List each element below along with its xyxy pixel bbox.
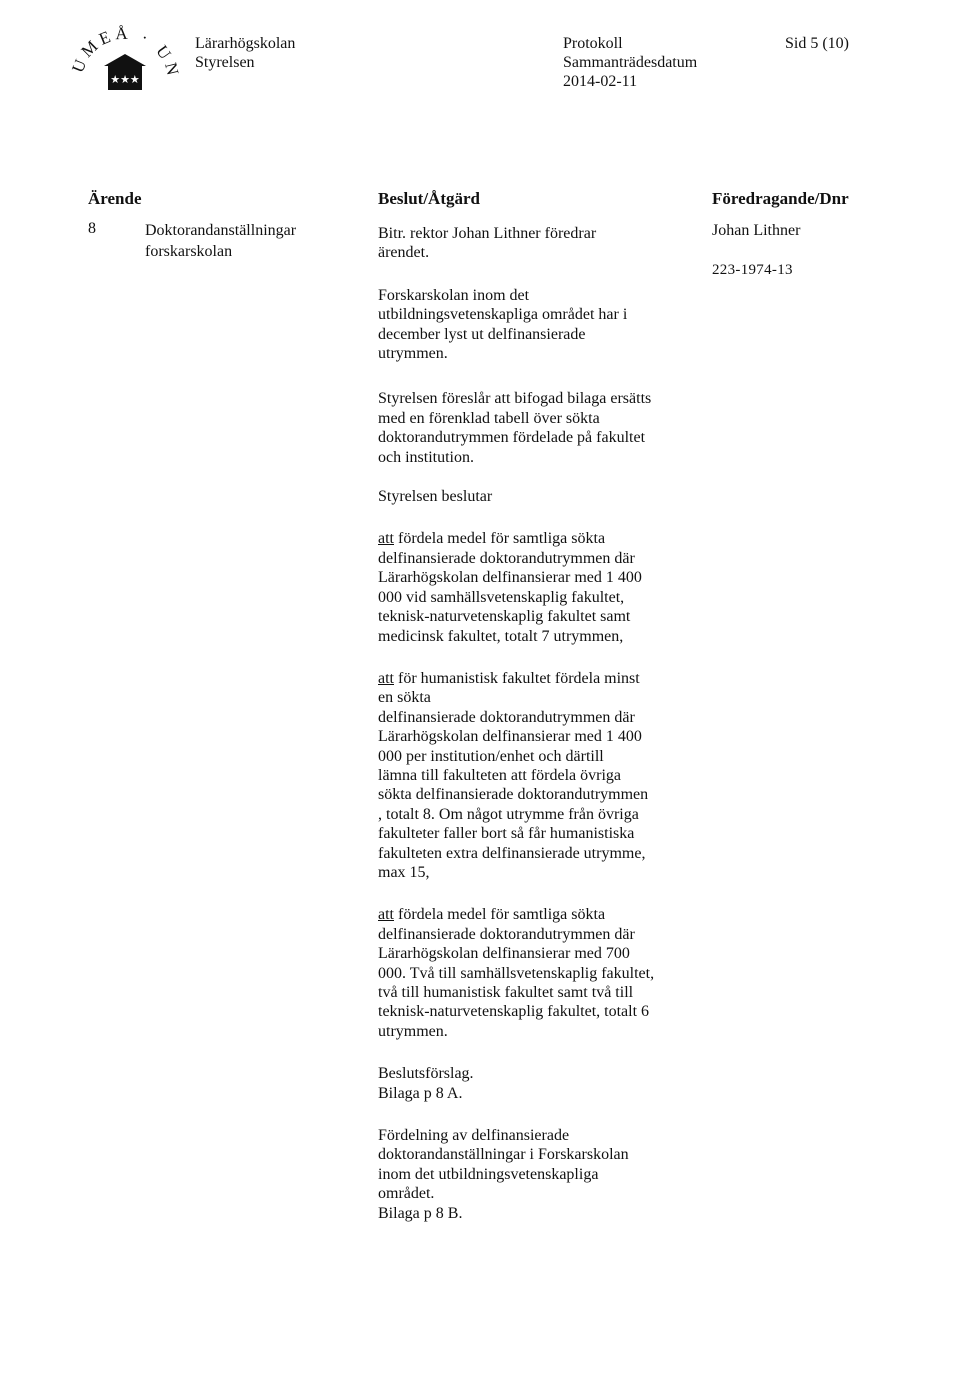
text-line: Fördelning av delfinansierade bbox=[378, 1127, 570, 1145]
text-line: december lyst ut delfinansierade bbox=[378, 325, 586, 343]
paragraph-presentation bbox=[378, 224, 718, 263]
text-line: teknisk-naturvetenskaplig fakultet samt bbox=[378, 608, 631, 626]
text-line: Bilaga p 8 B. bbox=[378, 1204, 463, 1222]
item-title bbox=[145, 220, 365, 262]
column-header-beslut: Beslut/Åtgärd bbox=[378, 189, 480, 208]
text-line: delfinansierade doktorandutrymmen där bbox=[378, 925, 635, 943]
text-line: fördela medel för samtliga sökta bbox=[394, 530, 606, 548]
text-line: Bitr. rektor Johan Lithner föredrar bbox=[378, 225, 597, 242]
presenter-name: Johan Lithner bbox=[712, 222, 801, 239]
text-line: doktorandutrymmen fördelade på fakultet bbox=[378, 429, 646, 447]
text-line: fördela medel för samtliga sökta bbox=[394, 906, 606, 924]
text-line: Styrelsen beslutar bbox=[378, 488, 493, 506]
text-line: utbildningsvetenskapliga området har i bbox=[378, 306, 628, 324]
text-line: två till humanistisk fakultet samt två till bbox=[378, 984, 634, 1001]
text-line: en sökta bbox=[378, 689, 431, 707]
text-line: delfinansierade doktorandutrymmen där bbox=[378, 549, 635, 567]
text-line: Lärarhögskolan delfinansierar med 1 400 bbox=[378, 728, 642, 746]
item-title-line: forskarskolan bbox=[145, 243, 233, 260]
organization-block bbox=[195, 34, 295, 72]
org-unit: Styrelsen bbox=[195, 54, 255, 71]
text-line: utrymmen. bbox=[378, 345, 448, 363]
text-line: lämna till fakulteten att fördela övriga bbox=[378, 766, 622, 784]
text-line: sökta delfinansierade doktorandutrymmen bbox=[378, 786, 649, 804]
text-line: medicinsk fakultet, totalt 7 utrymmen, bbox=[378, 627, 624, 645]
svg-text:UMEÅ · UNIVERSITET: UMEÅ · UN bbox=[68, 23, 184, 81]
paragraph-decision-intro bbox=[378, 487, 718, 506]
meeting-date: 2014-02-11 bbox=[563, 73, 638, 90]
text-line: inom det utbildningsvetenskapliga bbox=[378, 1165, 599, 1183]
text-line: , totalt 8. Om något utrymme från övriga bbox=[378, 805, 639, 823]
column-header-foredragande: Föredragande/Dnr bbox=[712, 189, 849, 208]
item-title-line: Doktorandanställningar bbox=[145, 222, 297, 239]
text-line: med en förenklad tabell över sökta bbox=[378, 409, 600, 427]
decision-body bbox=[378, 220, 718, 1223]
text-line: för humanistisk fakultet fördela minst bbox=[394, 669, 640, 687]
org-name: Lärarhögskolan bbox=[195, 35, 296, 52]
paragraph-proposal bbox=[378, 389, 718, 467]
text-line: fakulteter faller bort så får humanistiska bbox=[378, 825, 635, 843]
text-line: fakulteten extra delfinansierade utrymme, bbox=[378, 844, 646, 862]
paragraph-decision-2 bbox=[378, 669, 718, 882]
date-label: Sammanträdesdatum bbox=[563, 54, 698, 71]
att-keyword: att bbox=[378, 669, 394, 687]
text-line: teknisk-naturvetenskaplig fakultet, totalt 6 bbox=[378, 1003, 650, 1021]
text-line: doktorandanställningar i Forskarskolan bbox=[378, 1146, 629, 1164]
text-line: Lärarhögskolan delfinansierar med 1 400 bbox=[378, 569, 642, 587]
paragraph-background bbox=[378, 286, 718, 364]
paragraph-decision-3 bbox=[378, 905, 718, 1041]
document-meta bbox=[563, 34, 697, 91]
text-line: Lärarhögskolan delfinansierar med 700 bbox=[378, 945, 630, 963]
item-number: 8 bbox=[88, 220, 96, 237]
seal-emblem-icon bbox=[64, 20, 186, 132]
doc-type: Protokoll bbox=[563, 35, 623, 52]
text-line: området. bbox=[378, 1185, 435, 1203]
text-line: 000 vid samhällsvetenskaplig fakultet, bbox=[378, 588, 625, 606]
text-line: ärendet. bbox=[378, 244, 430, 262]
paragraph-attachment-a bbox=[378, 1064, 718, 1103]
text-line: Styrelsen föreslår att bifogad bilaga ersätts bbox=[378, 390, 652, 408]
att-keyword: att bbox=[378, 906, 394, 924]
university-seal-logo bbox=[64, 20, 186, 132]
text-line: delfinansierade doktorandutrymmen där bbox=[378, 708, 635, 726]
text-line: och institution. bbox=[378, 448, 474, 466]
paragraph-attachment-b bbox=[378, 1126, 718, 1223]
text-line: max 15, bbox=[378, 863, 430, 881]
text-line: utrymmen. bbox=[378, 1022, 448, 1040]
text-line: 000. Två till samhällsvetenskaplig fakultet, bbox=[378, 964, 655, 982]
page-number: Sid 5 (10) bbox=[785, 35, 849, 52]
text-line: Beslutsförslag. bbox=[378, 1065, 474, 1083]
att-keyword: att bbox=[378, 530, 394, 548]
column-header-arende: Ärende bbox=[88, 189, 142, 208]
text-line: Forskarskolan inom det bbox=[378, 286, 530, 304]
svg-text:★★★: ★★★ bbox=[110, 73, 140, 86]
diary-number: 223-1974-13 bbox=[712, 262, 793, 278]
text-line: 000 per institution/enhet och därtill bbox=[378, 747, 604, 765]
paragraph-decision-1 bbox=[378, 529, 718, 645]
text-line: Bilaga p 8 A. bbox=[378, 1084, 463, 1102]
